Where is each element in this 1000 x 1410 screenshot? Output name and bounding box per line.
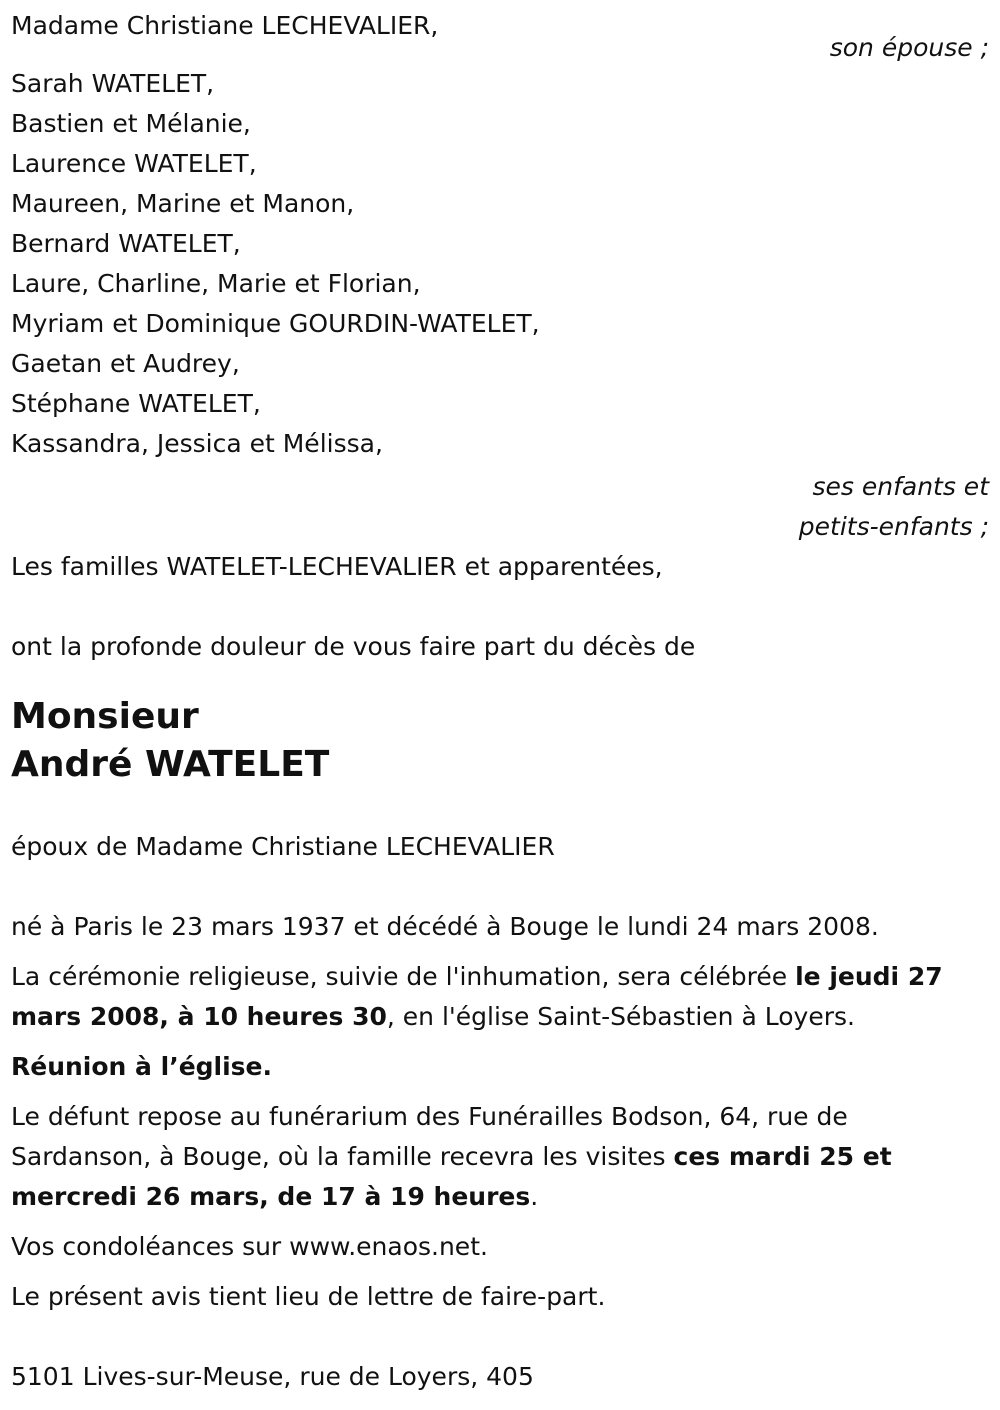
children-line: Laurence WATELET, <box>11 149 257 178</box>
deceased-name-block <box>11 693 991 789</box>
condolences-line: Vos condoléances sur www.enaos.net. <box>11 1232 488 1261</box>
visits-paragraph <box>11 1097 991 1217</box>
spouse-of-line: époux de Madame Christiane LECHEVALIER <box>11 832 555 861</box>
children-role-line-1: ses enfants et <box>812 472 989 501</box>
meeting-text: Réunion à l’église. <box>11 1052 273 1081</box>
children-line: Bernard WATELET, <box>11 229 241 258</box>
children-line: Stéphane WATELET, <box>11 389 261 418</box>
address-line: 5101 Lives-sur-Meuse, rue de Loyers, 405 <box>11 1362 534 1391</box>
children-line: Myriam et Dominique GOURDIN-WATELET, <box>11 309 540 338</box>
deceased-name: André WATELET <box>11 744 330 785</box>
ceremony-place: , en l'église Saint-Sébastien à Loyers. <box>386 1002 855 1031</box>
children-line: Bastien et Mélanie, <box>11 109 251 138</box>
visits-intro: Le défunt repose au funérarium des Funérailles Bodson, 64, rue de Sardanson, à Bouge, où la famille recevra les visites <box>11 1102 848 1171</box>
obituary-notice <box>11 6 991 1397</box>
spouse-role: son épouse ; <box>829 33 989 62</box>
children-role-line-2: petits-enfants ; <box>798 512 989 541</box>
ceremony-paragraph <box>11 957 991 1037</box>
birth-death-line: né à Paris le 23 mars 1937 et décédé à Bouge le lundi 24 mars 2008. <box>11 912 879 941</box>
children-line: Maureen, Marine et Manon, <box>11 189 355 218</box>
children-line: Kassandra, Jessica et Mélissa, <box>11 429 383 458</box>
ceremony-intro: La cérémonie religieuse, suivie de l'inhumation, sera célébrée <box>11 962 796 991</box>
spouse-name: Madame Christiane LECHEVALIER, <box>11 11 439 40</box>
children-line: Sarah WATELET, <box>11 69 215 98</box>
deceased-title: Monsieur <box>11 696 199 737</box>
children-line: Laure, Charline, Marie et Florian, <box>11 269 421 298</box>
visits-times: ces mardi 25 et mercredi 26 mars, de 17 à 19 heures <box>11 1142 892 1211</box>
children-line: Gaetan et Audrey, <box>11 349 240 378</box>
meeting-line <box>11 1047 991 1087</box>
announcement: ont la profonde douleur de vous faire part du décès de <box>11 632 696 661</box>
children-list <box>11 64 991 464</box>
ceremony-date: le jeudi 27 mars 2008, à 10 heures 30 <box>11 962 943 1031</box>
families-line: Les familles WATELET-LECHEVALIER et apparentées, <box>11 552 663 581</box>
visits-end: . <box>530 1182 539 1211</box>
notice-line: Le présent avis tient lieu de lettre de faire-part. <box>11 1282 606 1311</box>
